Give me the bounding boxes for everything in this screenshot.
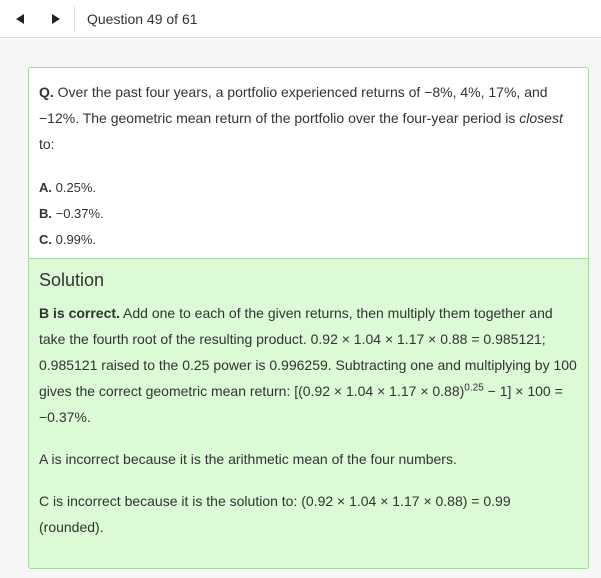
solution-explanation: Add one to each of the given returns, then multiply them together and take the fourth root of the resulting product. 0.92 × 1.04 × 1.17 × 0.88 = 0.985121; 0.985121 raised to the 0.25 power is 0.996259. Subtracting one and multiplying by 100 gives the correct geometric mean return: [(0.92 × 1.04 × 1.17 × 0.88) (39, 305, 577, 399)
question-text-part-1: Over the past four years, a portfolio experienced returns of −8%, 4%, 17%, and −12%. The geometric mean return of the portfolio over the four-year period is (39, 84, 548, 126)
choice-letter: C. (39, 232, 52, 247)
question-section (29, 68, 588, 258)
choice-letter: A. (39, 180, 52, 195)
solution-correct-label: B is correct. (39, 305, 120, 321)
solution-exponent: 0.25 (464, 382, 484, 394)
question-counter: Question 49 of 61 (87, 11, 198, 27)
question-emphasis: closest (519, 110, 563, 126)
solution-section (29, 258, 588, 569)
triangle-right-icon (52, 14, 60, 24)
triangle-left-icon (16, 14, 24, 24)
choice-a[interactable] (39, 175, 578, 201)
solution-paragraph-3: C is incorrect because it is the solution to: (0.92 × 1.04 × 1.17 × 0.88) = 0.99 (rounded). (39, 493, 511, 535)
previous-question-button[interactable] (10, 9, 30, 29)
choice-text: 0.25%. (52, 180, 97, 195)
answer-choices (39, 175, 578, 253)
top-bar (0, 0, 601, 38)
solution-paragraph-2: A is incorrect because it is the arithmetic mean of the four numbers. (39, 451, 457, 467)
question-prefix: Q. (39, 84, 54, 100)
choice-c[interactable] (39, 227, 578, 253)
question-text-part-2: to: (39, 136, 55, 152)
solution-paragraph-1 (39, 300, 578, 430)
choice-b[interactable] (39, 201, 578, 227)
choice-letter: B. (39, 206, 52, 221)
choice-text: −0.37%. (52, 206, 104, 221)
solution-title: Solution (39, 270, 105, 290)
solution-explanation-tail: − 1] × 100 = −0.37%. (39, 383, 563, 425)
choice-text: 0.99%. (52, 232, 97, 247)
question-text (39, 79, 578, 157)
next-question-button[interactable] (46, 9, 66, 29)
nav-divider (74, 6, 75, 32)
question-card (28, 67, 589, 569)
